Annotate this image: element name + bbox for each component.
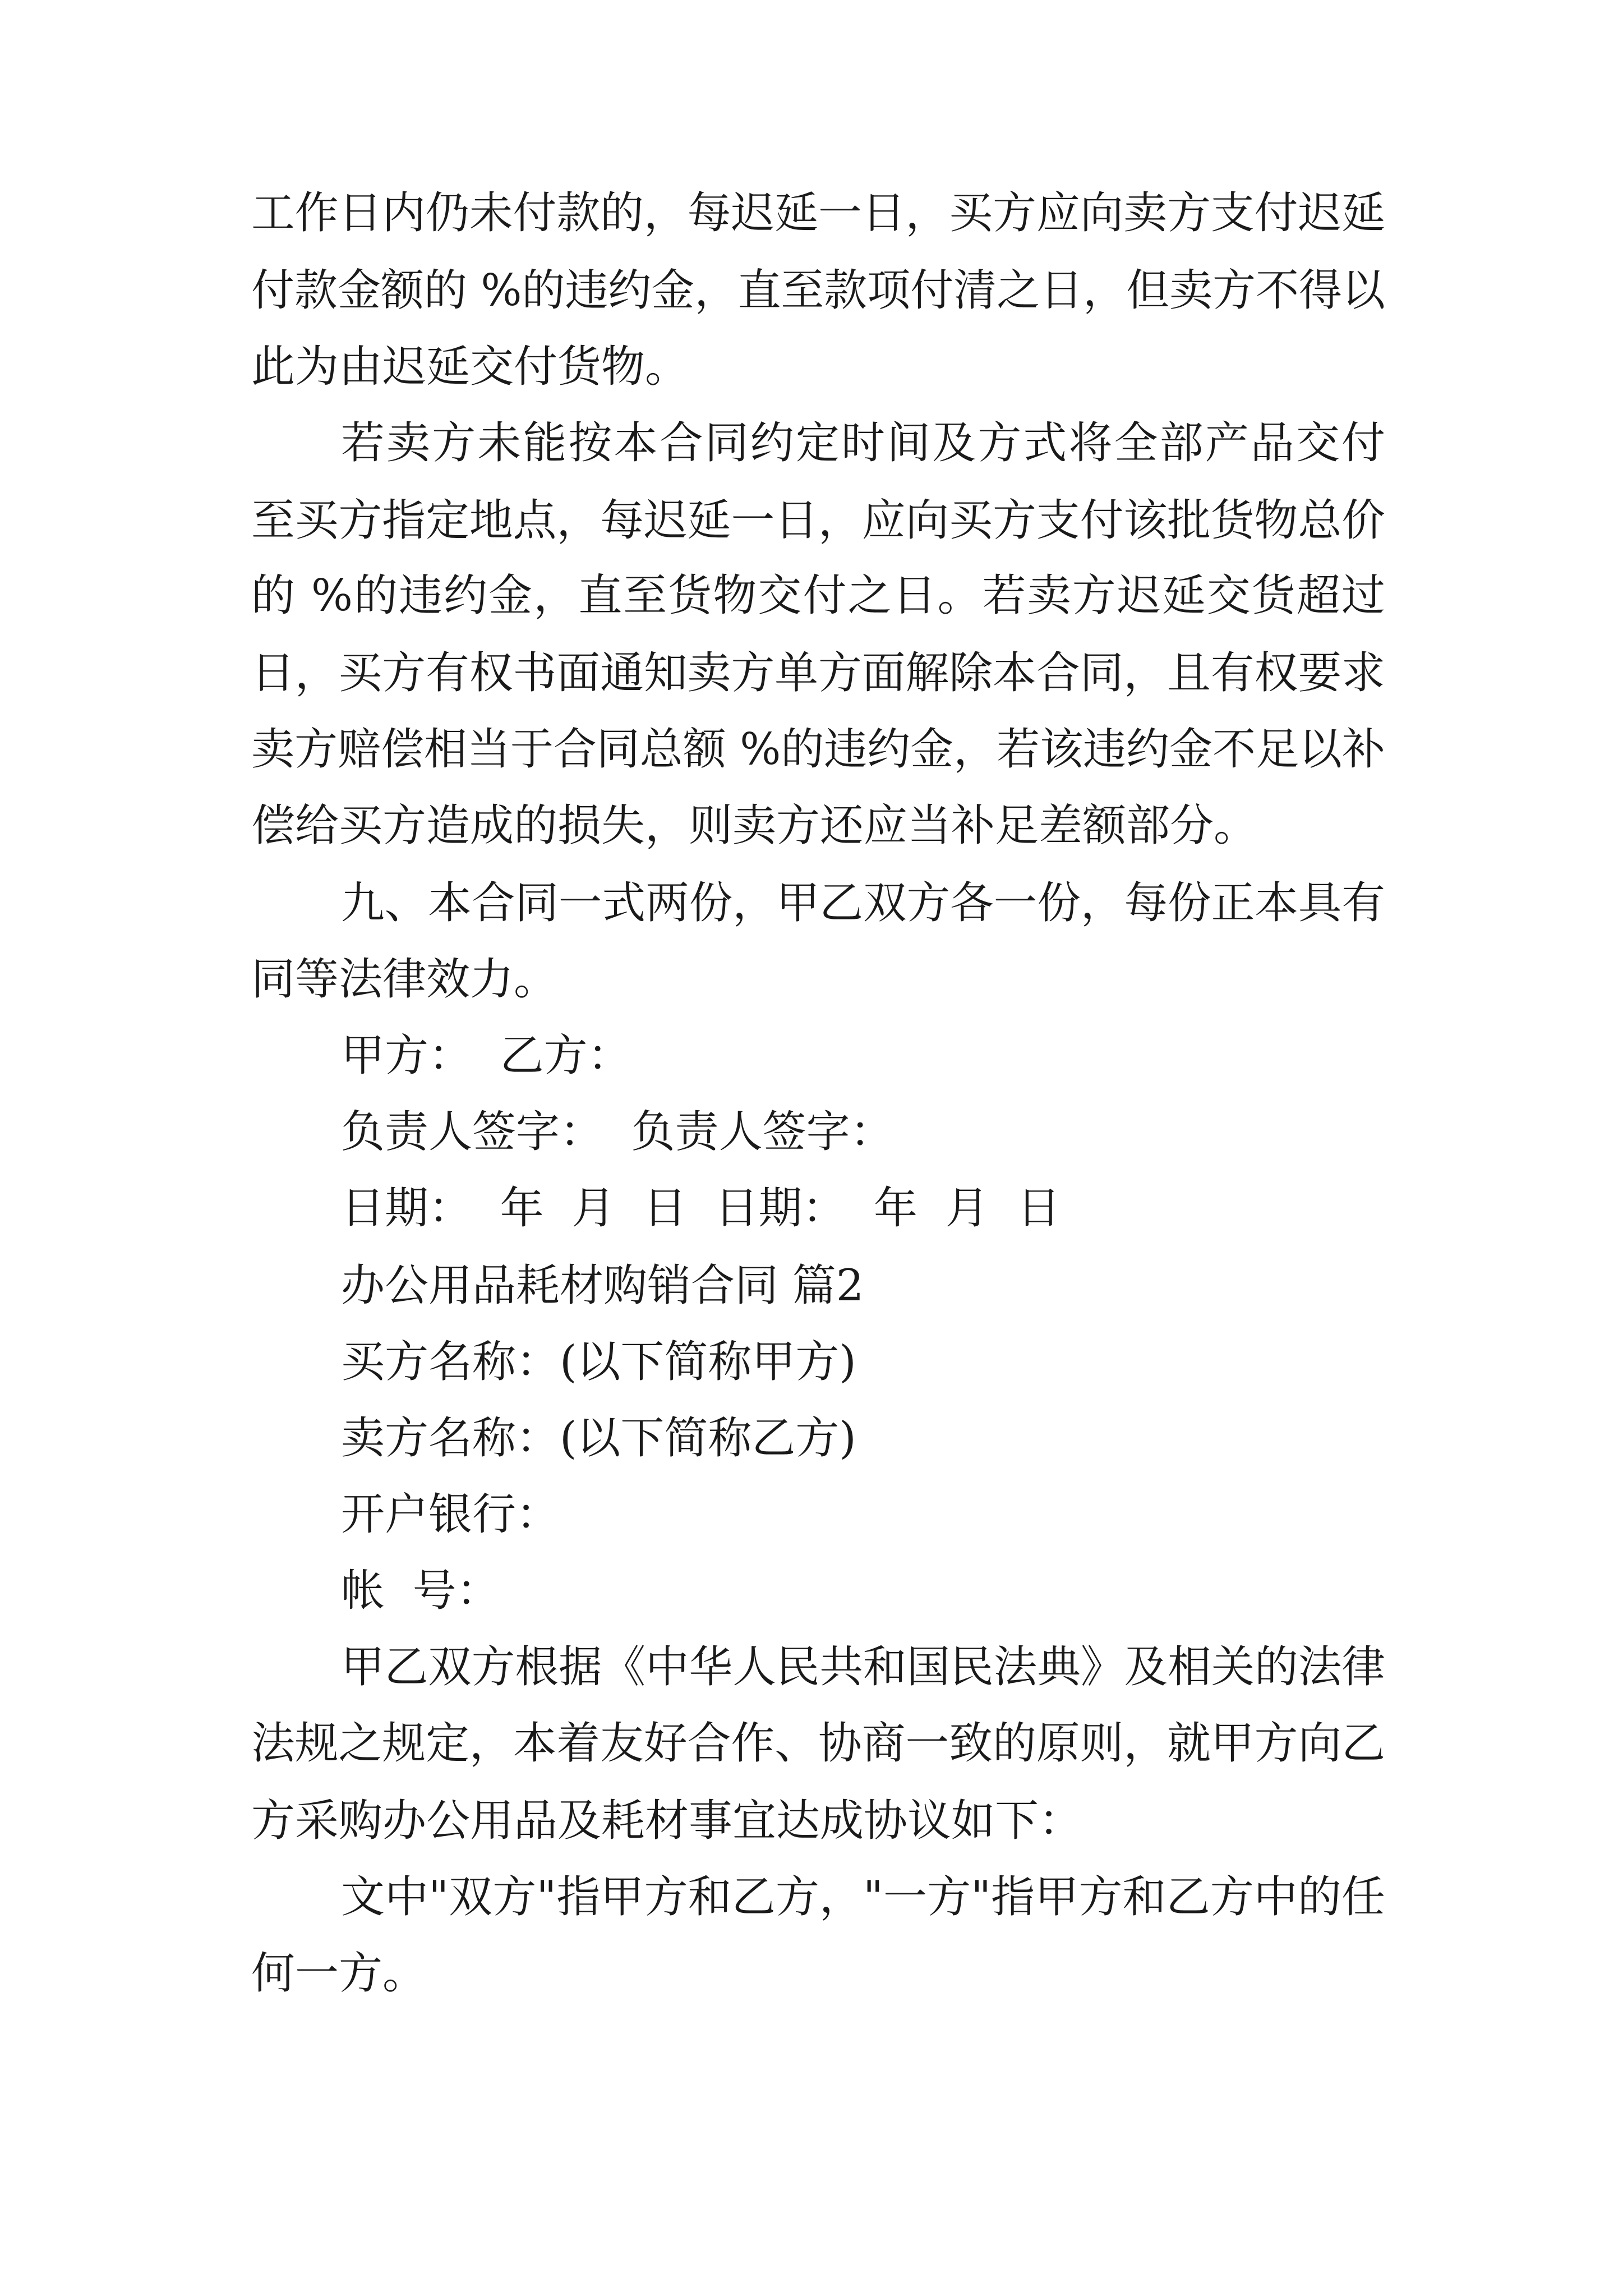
signature-party-line: 甲方： 乙方：	[341, 1030, 631, 1081]
buyer-name-field: 买方名称：(以下简称甲方)	[341, 1337, 856, 1387]
paragraph-line: 甲乙双方根据《中华人民共和国民法典》及相关的法律	[341, 1642, 1385, 1692]
paragraph-line: 同等法律效力。	[251, 954, 558, 1005]
signature-date-line: 日期： 年 月 日 日期： 年 月 日	[341, 1183, 1061, 1234]
paragraph-line: 法规之规定，本着友好合作、协商一致的原则，就甲方向乙	[251, 1718, 1385, 1769]
paragraph-line: 文中"双方"指甲方和乙方，"一方"指甲方和乙方中的任	[341, 1872, 1386, 1922]
paragraph-line: 的 %的违约金，直至货物交付之日。若卖方迟延交货超过	[251, 570, 1387, 621]
paragraph-line: 方采购办公用品及耗材事宜达成协议如下：	[251, 1796, 1083, 1846]
paragraph-line: 偿给买方造成的损失，则卖方还应当补足差额部分。	[251, 800, 1258, 851]
paragraph-line: 卖方赔偿相当于合同总额 %的违约金，若该违约金不足以补	[251, 724, 1385, 775]
paragraph-line: 工作日内仍未付款的，每迟延一日，买方应向卖方支付迟延	[251, 188, 1385, 238]
paragraph-line: 此为由迟延交付货物。	[251, 342, 689, 392]
section-title: 办公用品耗材购销合同 篇2	[341, 1260, 864, 1311]
paragraph-line: 付款金额的 %的违约金，直至款项付清之日，但卖方不得以	[251, 265, 1385, 316]
seller-name-field: 卖方名称：(以下简称乙方)	[341, 1413, 856, 1464]
paragraph-line: 何一方。	[251, 1948, 427, 1999]
paragraph-line: 日，买方有权书面通知卖方单方面解除本合同，且有权要求	[251, 648, 1385, 698]
account-field: 帐 号：	[341, 1566, 500, 1616]
paragraph-line: 若卖方未能按本合同约定时间及方式将全部产品交付	[341, 418, 1387, 468]
paragraph-line: 九、本合同一式两份，甲乙双方各一份，每份正本具有	[341, 878, 1385, 928]
signature-person-line: 负责人签字： 负责人签字：	[341, 1107, 894, 1157]
paragraph-line: 至买方指定地点，每迟延一日，应向买方支付该批货物总价	[251, 495, 1385, 546]
bank-field: 开户银行：	[341, 1489, 560, 1540]
